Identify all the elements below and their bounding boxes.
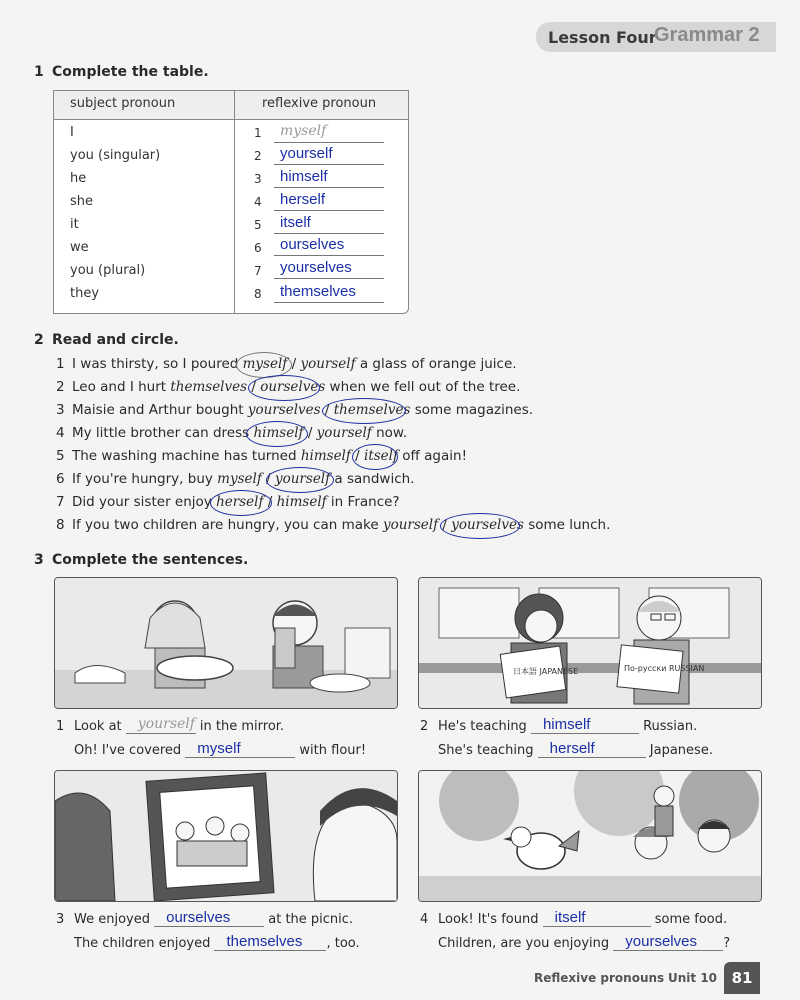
illustration-bird bbox=[418, 770, 762, 902]
option-b[interactable]: yourselves bbox=[451, 517, 524, 533]
column-divider bbox=[234, 91, 235, 313]
circle-mark bbox=[266, 467, 334, 493]
option-a[interactable]: themselves bbox=[170, 379, 248, 395]
row-number: 5 bbox=[254, 218, 262, 232]
answer-field[interactable]: yourselves bbox=[274, 259, 384, 279]
subject-cell: I bbox=[70, 125, 74, 140]
answer-field[interactable]: herself bbox=[274, 191, 384, 211]
sentence-1b: Oh! I've covered myself with flour! bbox=[74, 740, 367, 758]
circle-item: 5 The washing machine has turned himself / itself off again! bbox=[56, 448, 467, 464]
option-b[interactable]: yourself bbox=[316, 425, 372, 441]
exercise-3-heading: 3 Complete the sentences. bbox=[34, 552, 249, 568]
illustration-baking bbox=[54, 577, 398, 709]
option-b[interactable]: itself bbox=[364, 448, 398, 464]
circle-mark bbox=[210, 490, 272, 516]
circle-mark bbox=[322, 398, 406, 424]
answer-field[interactable]: ourselves bbox=[154, 909, 264, 927]
answer-field[interactable]: herself bbox=[538, 740, 646, 758]
circle-item: 4 My little brother can dress himself / yourself now. bbox=[56, 425, 408, 441]
col-reflexive-header: reflexive pronoun bbox=[262, 96, 377, 111]
subject-cell: she bbox=[70, 194, 94, 209]
row-number: 4 bbox=[254, 195, 262, 209]
option-a[interactable]: yourself bbox=[382, 517, 439, 533]
circle-item: 6 If you're hungry, buy myself / yourself a sandwich. bbox=[56, 471, 415, 487]
sentence-4a: 4 Look! It's found itself some food. bbox=[420, 909, 728, 927]
sentence-3b: The children enjoyed themselves , too. bbox=[74, 933, 360, 951]
answer-field[interactable]: yourself bbox=[126, 716, 196, 734]
subject-cell: they bbox=[70, 286, 100, 301]
lesson-title: Lesson Four bbox=[548, 28, 657, 47]
row-number: 3 bbox=[254, 172, 262, 186]
circle-mark bbox=[248, 375, 320, 401]
studying-scene bbox=[419, 578, 761, 708]
answer-field[interactable]: itself bbox=[274, 214, 384, 234]
page-number: 81 bbox=[724, 962, 760, 994]
option-a[interactable]: myself bbox=[242, 356, 288, 372]
col-subject-header: subject pronoun bbox=[70, 96, 176, 111]
row-number: 7 bbox=[254, 264, 262, 278]
option-a[interactable]: herself bbox=[216, 494, 264, 510]
option-a[interactable]: yourselves bbox=[247, 402, 321, 418]
photo-scene bbox=[55, 771, 397, 901]
option-a[interactable]: himself bbox=[253, 425, 304, 441]
circle-item: 1 I was thirsty, so I poured myself / yourself a glass of orange juice. bbox=[56, 356, 517, 372]
table-header bbox=[54, 91, 408, 120]
option-b[interactable]: ourselves bbox=[260, 379, 326, 395]
subject-cell: it bbox=[70, 217, 79, 232]
exercise-1-heading: 1 Complete the table. bbox=[34, 64, 209, 80]
option-b[interactable]: himself bbox=[276, 494, 327, 510]
bird-scene bbox=[419, 771, 761, 901]
row-number: 2 bbox=[254, 149, 262, 163]
subject-cell: we bbox=[70, 240, 89, 255]
illustration-studying bbox=[418, 577, 762, 709]
answer-field[interactable]: himself bbox=[274, 168, 384, 188]
footer-topic: Reflexive pronouns bbox=[534, 971, 665, 985]
answer-field[interactable]: myself bbox=[185, 740, 295, 758]
option-a[interactable]: himself bbox=[300, 448, 351, 464]
option-b[interactable]: themselves bbox=[333, 402, 411, 418]
circle-mark bbox=[246, 421, 308, 447]
section-title: Grammar 2 bbox=[654, 24, 760, 46]
subject-cell: you (singular) bbox=[70, 148, 161, 163]
answer-field[interactable]: themselves bbox=[214, 933, 326, 951]
option-a[interactable]: myself bbox=[217, 471, 262, 487]
circle-item: 8 If you two children are hungry, you can make yourself / yourselves some lunch. bbox=[56, 517, 611, 533]
circle-item: 2 Leo and I hurt themselves / ourselves when we fell out of the tree. bbox=[56, 379, 521, 395]
answer-field[interactable]: himself bbox=[531, 716, 639, 734]
circle-item: 3 Maisie and Arthur bought yourselves / themselves some magazines. bbox=[56, 402, 534, 418]
circle-item: 7 Did your sister enjoy herself / himself in France? bbox=[56, 494, 400, 510]
answer-field[interactable]: themselves bbox=[274, 283, 384, 303]
subject-cell: he bbox=[70, 171, 87, 186]
sentence-1a: 1 Look at yourself in the mirror. bbox=[56, 716, 285, 734]
row-number: 1 bbox=[254, 126, 262, 140]
baking-scene bbox=[55, 578, 397, 708]
exercise-2-heading: 2 Read and circle. bbox=[34, 332, 179, 348]
book-japanese-label: 日本語 JAPANESE bbox=[513, 667, 579, 676]
lesson-header bbox=[536, 22, 776, 52]
option-b[interactable]: yourself bbox=[274, 471, 331, 487]
footer-unit: Unit 10 bbox=[668, 971, 718, 985]
answer-field[interactable]: itself bbox=[543, 909, 651, 927]
book-russian-label: По-русски RUSSIAN bbox=[624, 664, 705, 673]
answer-field[interactable]: yourselves bbox=[613, 933, 723, 951]
illustration-photo bbox=[54, 770, 398, 902]
row-number: 8 bbox=[254, 287, 262, 301]
option-b[interactable]: yourself bbox=[300, 356, 356, 372]
circle-mark bbox=[352, 444, 398, 470]
sentence-2b: She's teaching herself Japanese. bbox=[438, 740, 713, 758]
sentence-4b: Children, are you enjoying yourselves ? bbox=[438, 933, 731, 951]
pronoun-table bbox=[53, 90, 409, 314]
sentence-2a: 2 He's teaching himself Russian. bbox=[420, 716, 698, 734]
answer-field[interactable]: yourself bbox=[274, 145, 384, 165]
sentence-3a: 3 We enjoyed ourselves at the picnic. bbox=[56, 909, 354, 927]
answer-field[interactable]: myself bbox=[274, 123, 384, 143]
row-number: 6 bbox=[254, 241, 262, 255]
circle-mark bbox=[440, 513, 520, 539]
answer-field[interactable]: ourselves bbox=[274, 236, 384, 256]
subject-cell: you (plural) bbox=[70, 263, 146, 278]
